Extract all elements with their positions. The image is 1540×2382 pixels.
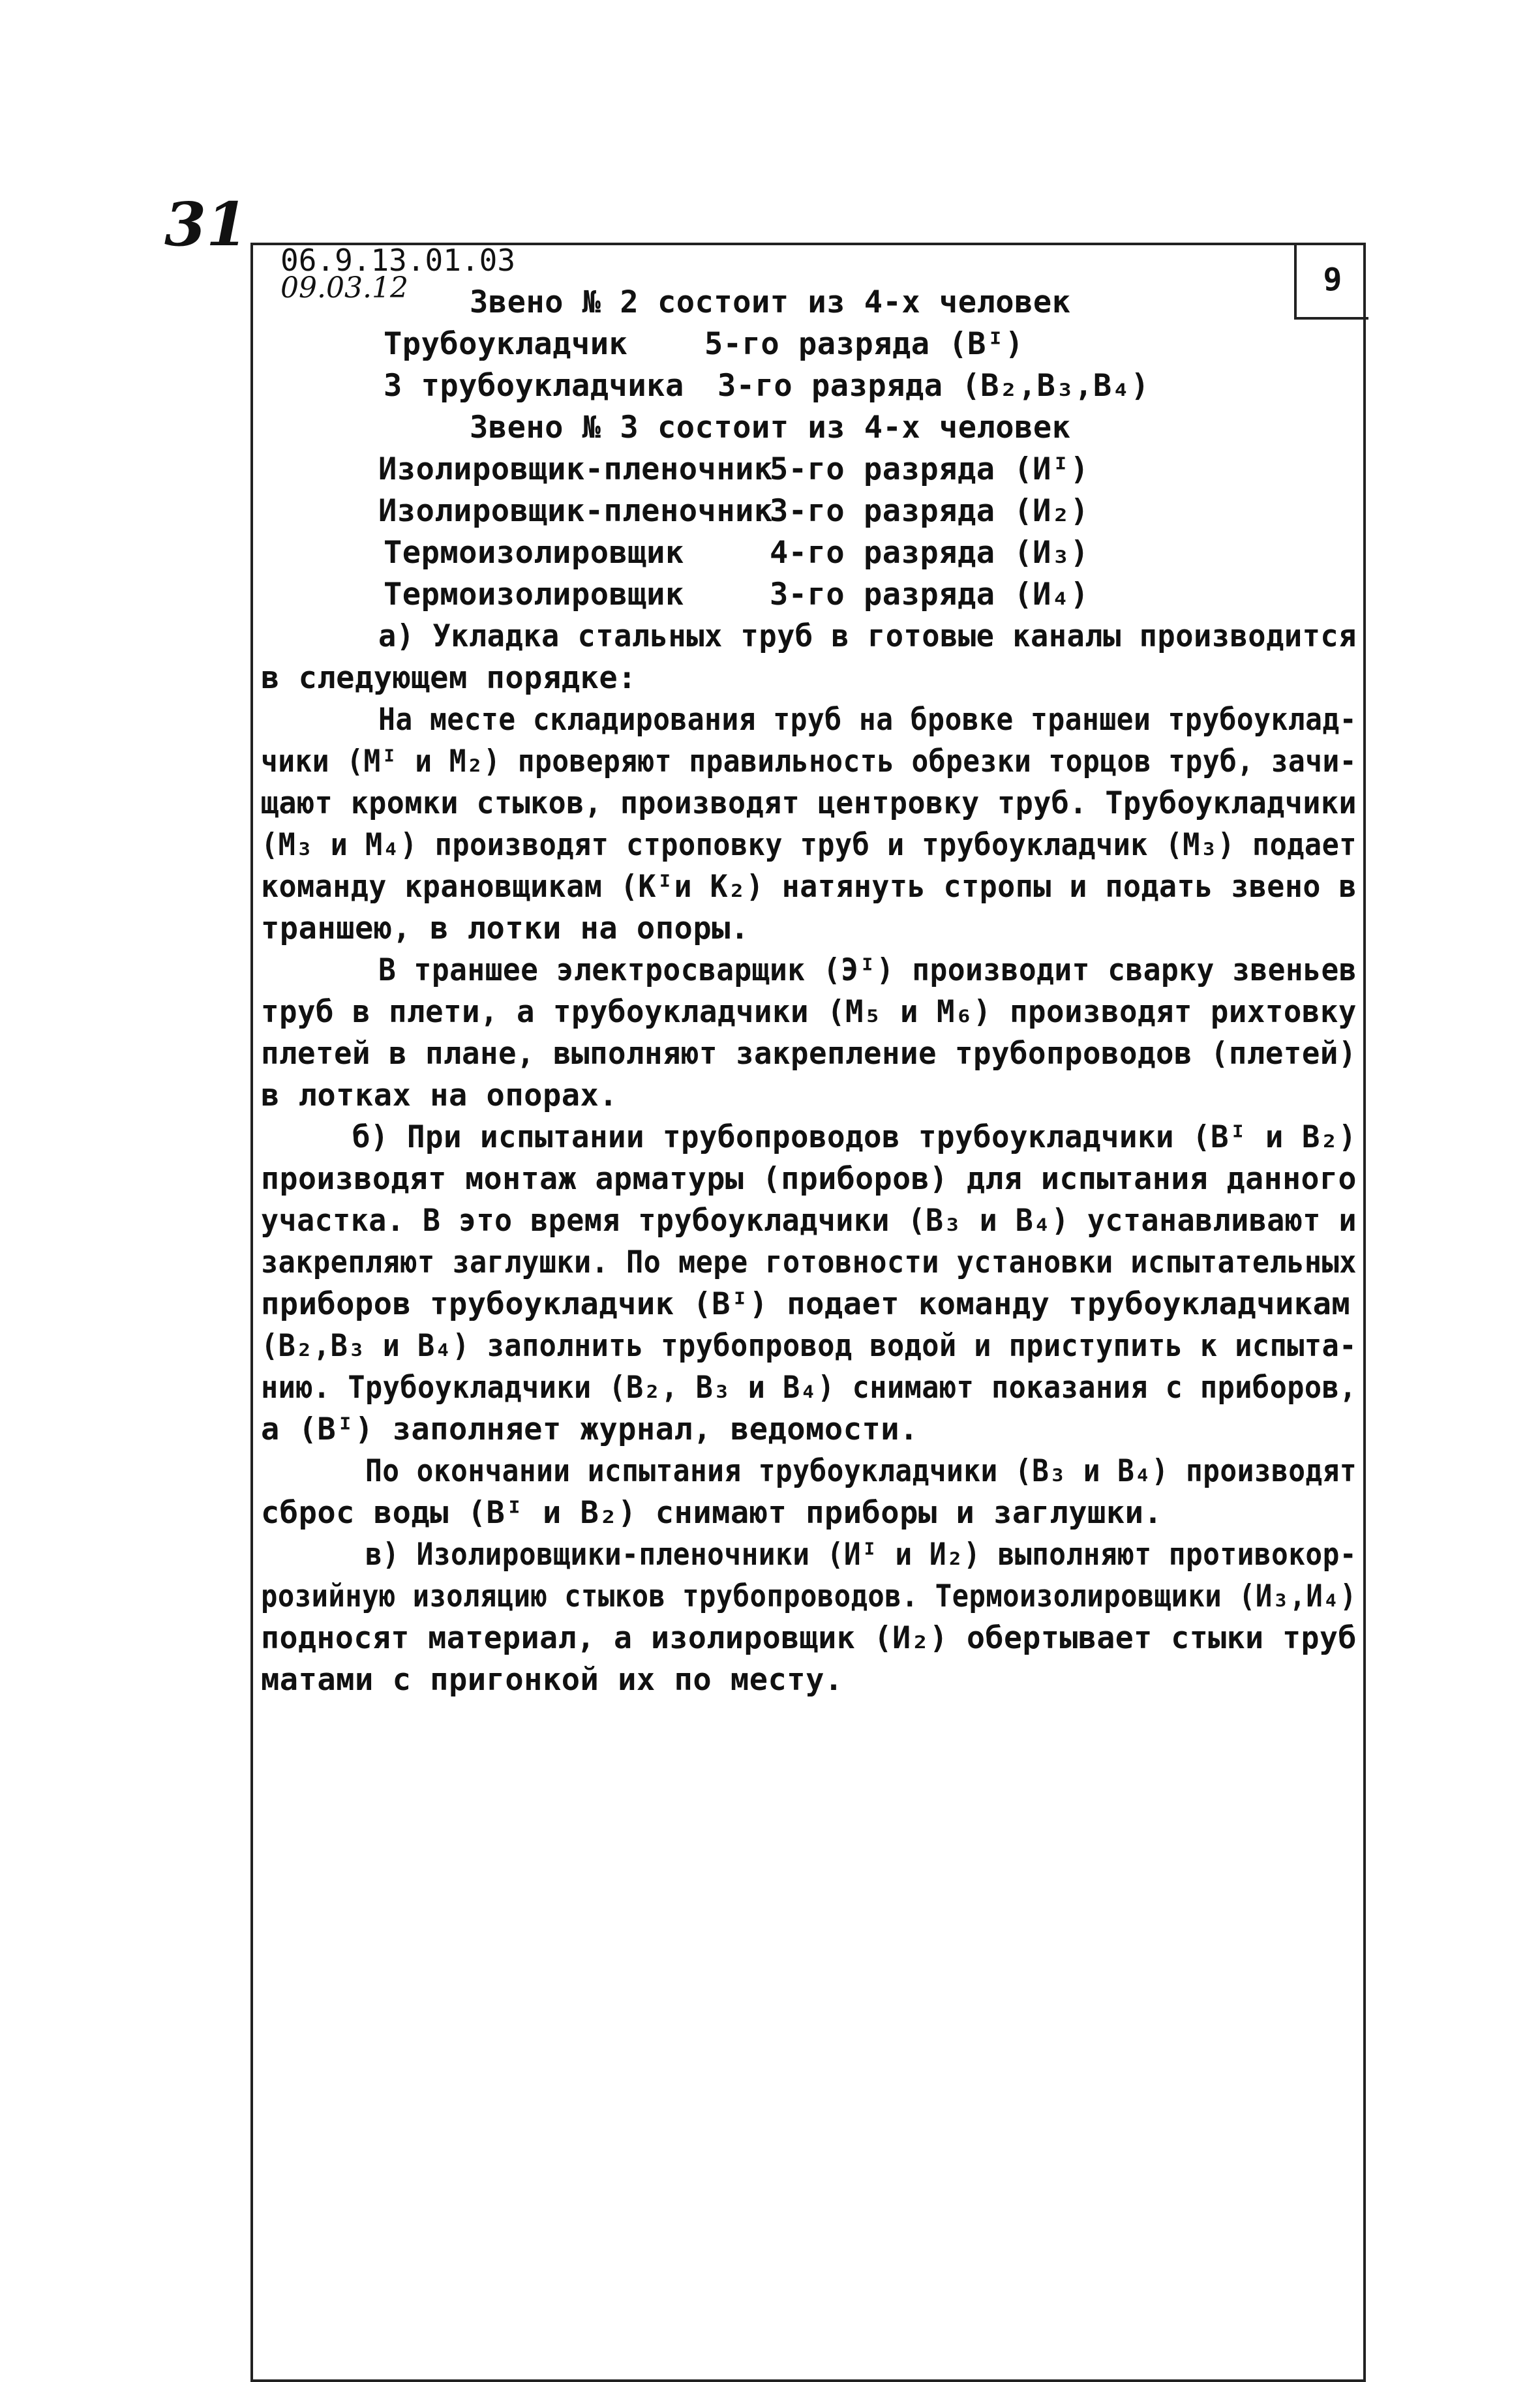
crew3-row-1-name: Изолировщик-пленочник [378, 451, 773, 487]
text-line: закрепляют заглушки. По мере готовности установки испытательных [261, 1244, 1357, 1280]
text-line: По окончании испытания трубоукладчики (В₃ и В₄) производят [365, 1453, 1357, 1489]
text-line: б) При испытании трубопроводов трубоукладчики (Вᴵ и В₂) [352, 1119, 1357, 1155]
text-line: приборов трубоукладчик (Вᴵ) подает команду трубоукладчикам [261, 1286, 1351, 1322]
text-line: траншею, в лотки на опоры. [261, 911, 749, 946]
text-line: розийную изоляцию стыков трубопроводов. Термоизолировщики (И₃,И₄) [261, 1578, 1357, 1614]
text-line: в следующем порядке: [261, 660, 637, 696]
page-number: 9 [1294, 243, 1368, 320]
text-line: (В₂,В₃ и В₄) заполнить трубопровод водой и приступить к испыта- [261, 1328, 1357, 1364]
crew3-row-3-grade: 4-го разряда (И₃) [770, 535, 1089, 571]
crew3-row-2-name: Изолировщик-пленочник [378, 493, 773, 529]
text-line: производят монтаж арматуры (приборов) для испытания данного [261, 1161, 1357, 1197]
text-line: сброс воды (Вᴵ и В₂) снимают приборы и заглушки. [261, 1495, 1163, 1531]
text-line: На месте складирования труб на бровке траншеи трубоуклад- [378, 702, 1357, 738]
handwritten-date: 09.03.12 [280, 271, 408, 305]
crew2-row-1-grade: 5-го разряда (Вᴵ) [704, 326, 1024, 362]
text-line: нию. Трубоукладчики (В₂, В₃ и В₄) снимают показания с приборов, [261, 1370, 1357, 1406]
crew3-row-1-grade: 5-го разряда (Иᴵ) [770, 451, 1089, 487]
crew2-heading: Звено № 2 состоит из 4-х человек [470, 284, 1071, 320]
text-line: участка. В это время трубоукладчики (В₃ и В₄) устанавливают и [261, 1203, 1357, 1239]
document-code: 06.9.13.01.03 [280, 243, 516, 278]
text-line: матами с пригонкой их по месту. [261, 1662, 843, 1698]
crew2-row-2-name: 3 трубоукладчика [384, 368, 684, 404]
crew3-row-3-name: Термоизолировщик [384, 535, 684, 571]
text-line: щают кромки стыков, производят центровку труб. Трубоукладчики [261, 785, 1357, 821]
text-line: В траншее электросварщик (Эᴵ) производит сварку звеньев [378, 952, 1357, 988]
crew2-row-1-name: Трубоукладчик [384, 326, 628, 362]
text-line: а (Вᴵ) заполняет журнал, ведомости. [261, 1411, 918, 1447]
text-line: команду крановщикам (Кᴵи К₂) натянуть стропы и подать звено в [261, 869, 1357, 905]
crew3-heading: Звено № 3 состоит из 4-х человек [470, 410, 1071, 445]
text-line: а) Укладка стальных труб в готовые каналы производится [378, 618, 1357, 654]
crew3-row-2-grade: 3-го разряда (И₂) [770, 493, 1089, 529]
text-line: в лотках на опорах. [261, 1078, 618, 1113]
text-line: в) Изолировщики-пленочники (Иᴵ и И₂) выполняют противокор- [365, 1537, 1357, 1573]
sheet-number: 31 [164, 189, 249, 260]
crew3-row-4-grade: 3-го разряда (И₄) [770, 577, 1089, 612]
text-line: чики (Мᴵ и М₂) проверяют правильность обрезки торцов труб, зачи- [261, 744, 1357, 779]
text-line: плетей в плане, выполняют закрепление трубопроводов (плетей) [261, 1036, 1357, 1072]
text-line: подносят материал, а изолировщик (И₂) обертывает стыки труб [261, 1620, 1357, 1656]
crew2-row-2-grade: 3-го разряда (В₂,В₃,В₄) [717, 368, 1150, 404]
crew3-row-4-name: Термоизолировщик [384, 577, 684, 612]
text-line: труб в плети, а трубоукладчики (М₅ и М₆) производят рихтовку [261, 994, 1357, 1030]
text-line: (М₃ и М₄) производят строповку труб и трубоукладчик (М₃) подает [261, 827, 1357, 863]
